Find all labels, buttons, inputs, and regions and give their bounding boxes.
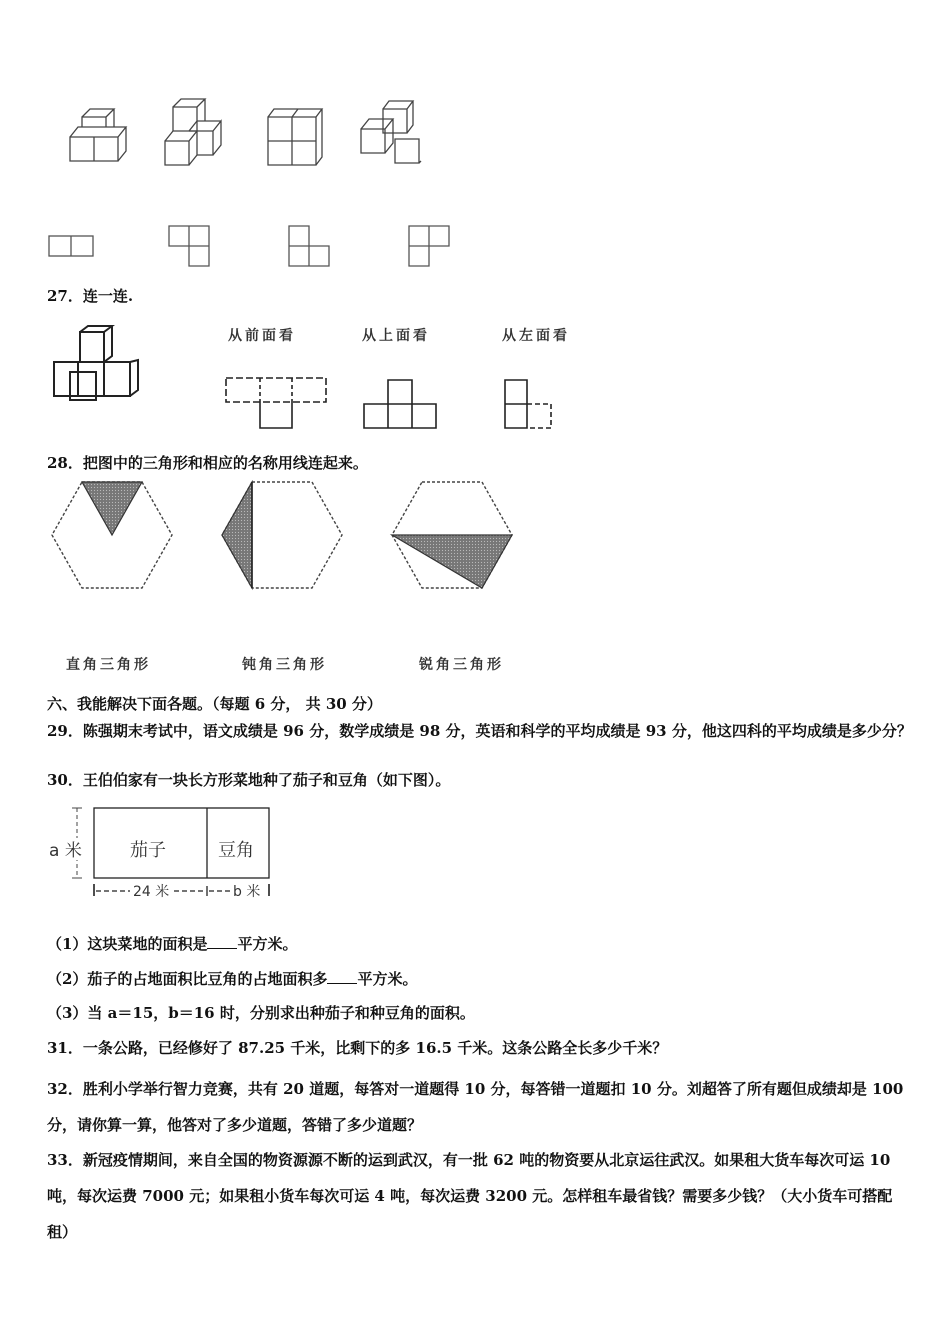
q30-sub2-pre: （2）茄子的占地面积比豆角的占地面积多 (47, 970, 328, 988)
q30-sub3: （3）当 a＝15，b＝16 时，分别求出种茄子和种豆角的面积。 (47, 1004, 475, 1022)
q27-view-top (362, 378, 442, 432)
q30-sub1-post: 平方米。 (237, 935, 298, 953)
q31-text: 31．一条公路，已经修好了 87.25 千米，比剩下的多 16.5 千米。这条公路全长多少千米？ (47, 1039, 668, 1057)
q29-text: 29．陈强期末考试中，语文成绩是 96 分，数学成绩是 98 分，英语和科学的平均成绩是 93 分，他这四科的平均成绩是多少分？ (47, 722, 912, 740)
q30-sub1 (47, 934, 297, 954)
q30-sub2-blank[interactable] (327, 969, 357, 984)
q28-label-acute: 锐角三角形 (419, 657, 504, 673)
view-shape-1 (49, 236, 93, 256)
q30-sub1-blank[interactable] (207, 934, 237, 949)
q30-diagram (44, 800, 284, 900)
view-shape-4 (409, 226, 449, 266)
q30-left-label: 茄子 (130, 840, 166, 861)
cube-figures-row (55, 95, 435, 175)
q28-label-right: 直角三角形 (66, 657, 151, 673)
q30-bottom-left-label: 24 米 (133, 884, 170, 900)
cube-figure-1 (70, 109, 126, 161)
hexagon-acute-triangle (52, 482, 172, 588)
q27-solid-figure (50, 322, 150, 412)
q30-right-label: 豆角 (218, 840, 254, 861)
cube-figure-3 (268, 109, 322, 165)
q28-title: 28．把图中的三角形和相应的名称用线连起来。 (47, 454, 368, 472)
view-shape-3 (289, 226, 329, 266)
q33-text: 33．新冠疫情期间，来自全国的物资源源不断的运到武汉，有一批 62 吨的物资要从北京运往武汉。如果租大货车每次可运 10 吨，每次运费 7000 元；如果租小货车每次可运 4 吨，每次运费 3200 元。怎样租车最省钱？需要多少钱？（大小货车可搭配租） (47, 1151, 893, 1241)
cube-figure-2 (165, 99, 221, 165)
q30-side-label: a 米 (49, 841, 82, 861)
q27-label-left: 从左面看 (502, 328, 570, 344)
q27-label-front: 从前面看 (228, 328, 296, 344)
q30-bottom-right-label: b 米 (233, 884, 261, 900)
q27-title: 27．连一连. (47, 287, 134, 305)
hexagon-obtuse-triangle (392, 482, 512, 588)
q28-hexagons (48, 480, 528, 592)
q27-view-front (224, 376, 334, 432)
hexagon-right-triangle (222, 482, 342, 588)
q30-sub2 (47, 969, 417, 989)
q30-title: 30．王伯伯家有一块长方形菜地种了茄子和豆角（如下图）。 (47, 771, 451, 789)
q30-sub1-pre: （1）这块菜地的面积是 (47, 935, 208, 953)
section6-title: 六、我能解决下面各题。（每题 6 分， 共 30 分） (47, 695, 382, 713)
q27-view-left (502, 378, 558, 434)
cube-figure-4 (361, 101, 421, 163)
q30-sub2-post: 平方米。 (357, 970, 418, 988)
q32-text: 32．胜利小学举行智力竞赛，共有 20 道题，每答对一道题得 10 分，每答错一道题扣 10 分。刘超答了所有题但成绩却是 100 分，请你算一算，他答对了多少道题，答错了多少道题？ (47, 1080, 904, 1134)
view-shapes-row (45, 222, 465, 270)
q27-label-top: 从上面看 (362, 328, 430, 344)
view-shape-2 (169, 226, 209, 266)
q28-label-obtuse: 钝角三角形 (242, 657, 327, 673)
